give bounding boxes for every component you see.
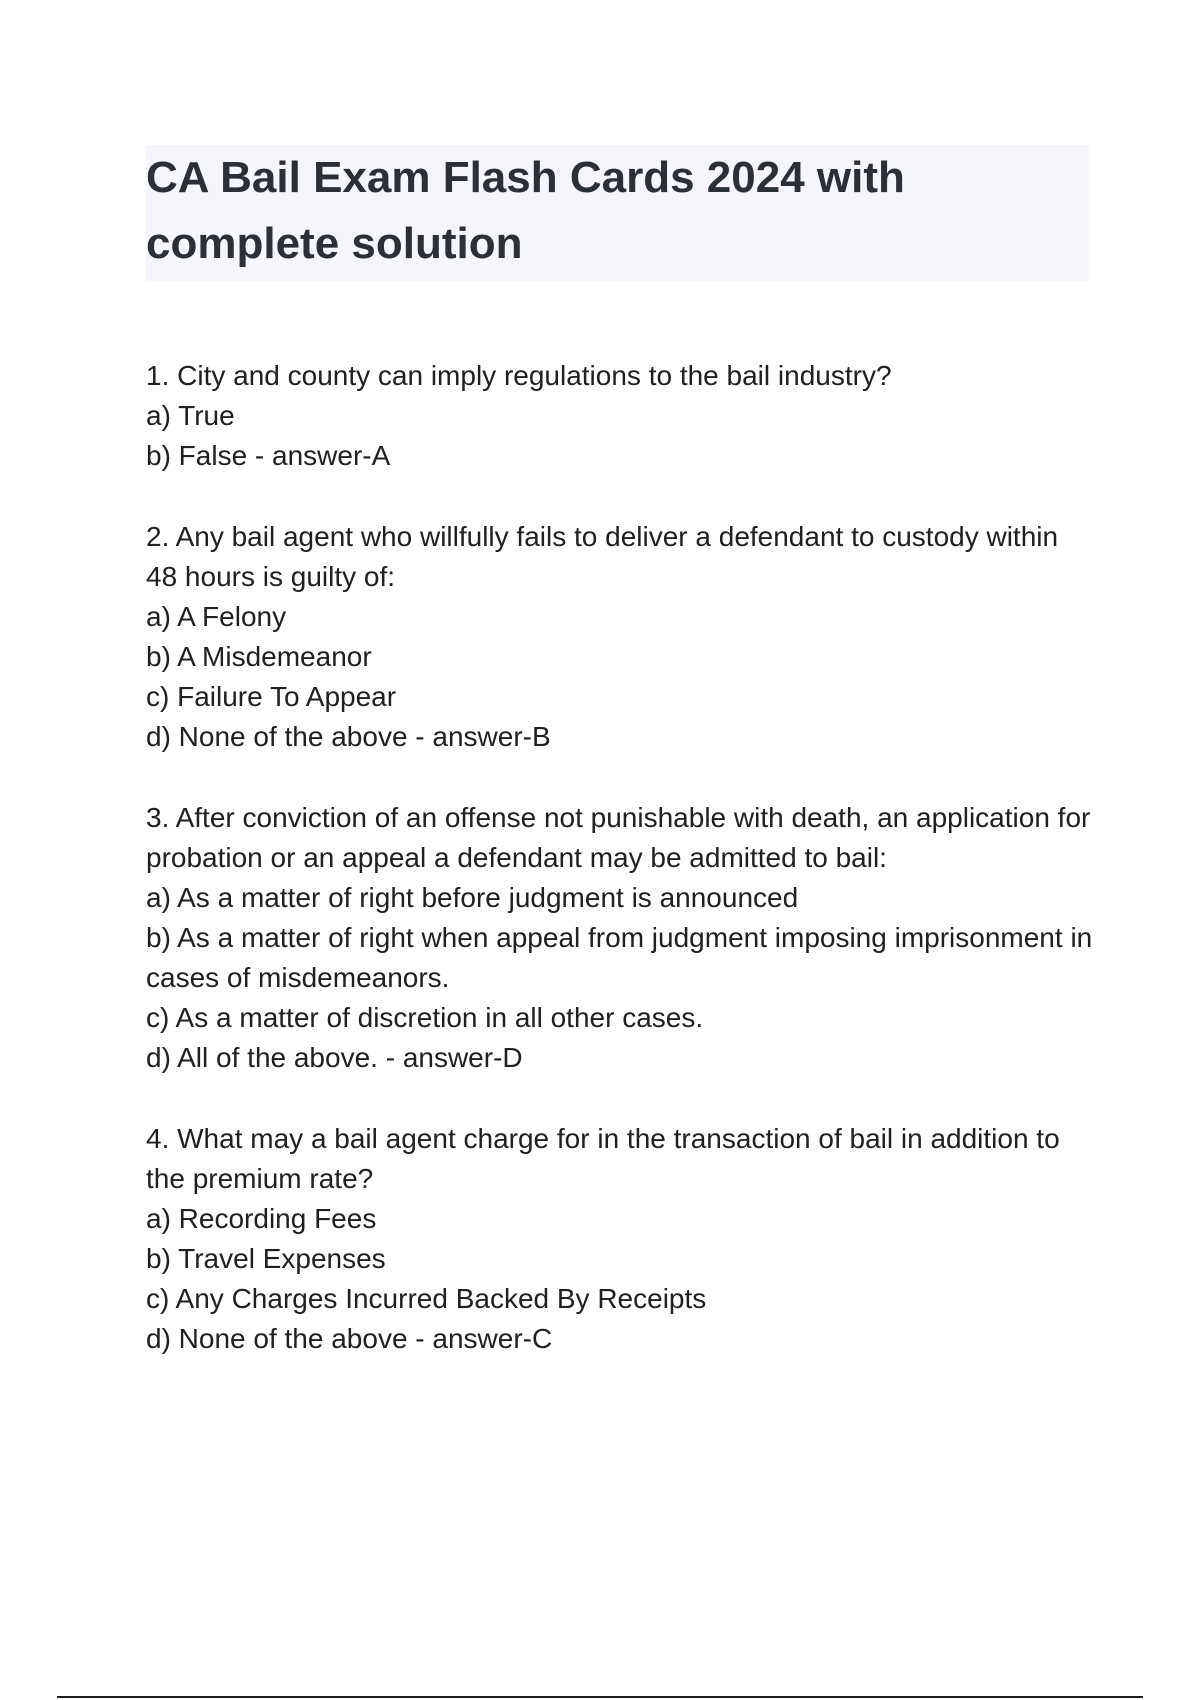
document-title: CA Bail Exam Flash Cards 2024 with complete solution [146, 153, 905, 268]
answer-option: b) A Misdemeanor [146, 641, 372, 672]
question-text: 1. City and county can imply regulations to the bail industry? [146, 360, 892, 391]
answer-option: a) True [146, 400, 235, 431]
answer-option: a) As a matter of right before judgment is announced [146, 882, 799, 913]
answer-option: b) False - answer-A [146, 440, 391, 471]
answer-option: d) None of the above - answer-B [146, 721, 551, 752]
answer-option: c) Any Charges Incurred Backed By Receipts [146, 1283, 707, 1314]
question-3 [146, 798, 1096, 1078]
answer-option: b) Travel Expenses [146, 1243, 386, 1274]
answer-option: d) All of the above. - answer-D [146, 1042, 523, 1073]
footer-divider [57, 1696, 1143, 1698]
title-block [146, 145, 1089, 281]
question-text: 2. Any bail agent who willfully fails to deliver a defendant to custody within 48 hours is guilty of: [146, 521, 1059, 592]
question-list [146, 356, 1096, 1400]
answer-option: b) As a matter of right when appeal from judgment imposing imprisonment in cases of misdemeanors. [146, 922, 1093, 993]
question-2 [146, 517, 1096, 757]
question-text: 4. What may a bail agent charge for in the transaction of bail in addition to the premium rate? [146, 1123, 1060, 1194]
answer-option: a) A Felony [146, 601, 287, 632]
answer-option: c) As a matter of discretion in all other cases. [146, 1002, 704, 1033]
answer-option: d) None of the above - answer-C [146, 1323, 553, 1354]
answer-option: c) Failure To Appear [146, 681, 397, 712]
answer-option: a) Recording Fees [146, 1203, 377, 1234]
question-1 [146, 356, 1096, 476]
question-text: 3. After conviction of an offense not punishable with death, an application for probation or an appeal a defendant may be admitted to bail: [146, 802, 1091, 873]
question-4 [146, 1119, 1096, 1359]
